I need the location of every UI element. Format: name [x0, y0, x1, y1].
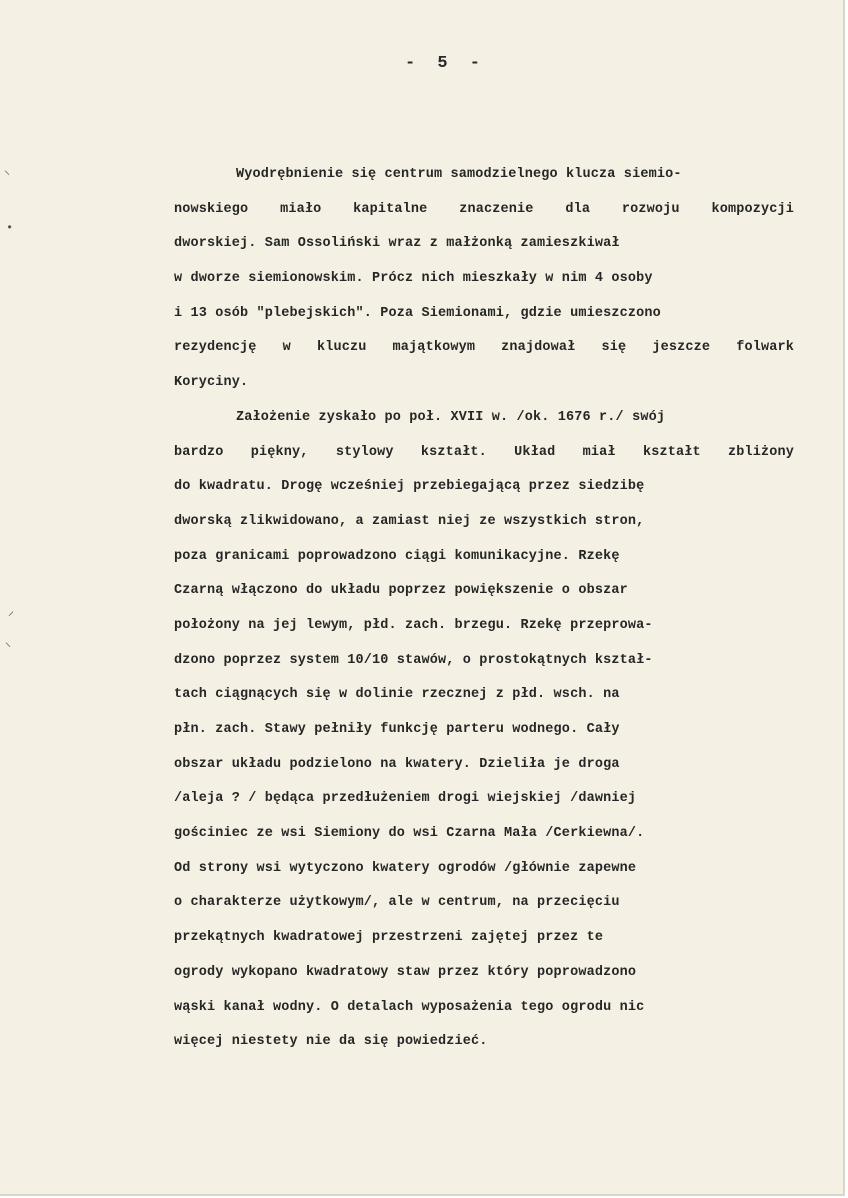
- text-line: Założenie zyskało po poł. XVII w. /ok. 1676 r./ swój: [236, 409, 666, 425]
- text-line: położony na jej lewym, płd. zach. brzegu. Rzekę przeprowa-: [174, 617, 653, 633]
- text-line: w dworze siemionowskim. Prócz nich mieszkały w nim 4 osoby: [174, 271, 653, 287]
- text-line: do kwadratu. Drogę wcześniej przebiegającą przez siedzibę: [174, 479, 645, 495]
- text-line: więcej niestety nie da się powiedzieć.: [174, 1034, 488, 1050]
- text-line: o charakterze użytkowym/, ale w centrum, na przecięciu: [174, 895, 620, 911]
- text-line: bardzo piękny, stylowy kształt. Układ miał kształt zbliżony: [174, 444, 794, 460]
- text-line: tach ciągnących się w dolinie rzecznej z płd. wsch. na: [174, 687, 620, 703]
- text-line: płn. zach. Stawy pełniły funkcję parteru wodnego. Cały: [174, 722, 620, 737]
- margin-mark: ⸌: [5, 641, 12, 655]
- body-text: [174, 165, 794, 1067]
- text-line: dworską zlikwidowano, a zamiast niej ze wszystkich stron,: [174, 513, 645, 529]
- text-line: dzono poprzez system 10/10 stawów, o prostokątnych kształ-: [174, 652, 653, 668]
- text-line: /aleja ? / będąca przedłużeniem drogi wiejskiej /dawniej: [174, 791, 637, 807]
- text-line: Koryciny.: [174, 375, 249, 391]
- text-line: rezydencję w kluczu majątkowym znajdował się jeszcze folwark: [174, 340, 794, 356]
- text-line: przekątnych kwadratowej przestrzeni zajętej przez te: [174, 930, 604, 946]
- text-line: obszar układu podzielono na kwatery. Dzieliła je droga: [174, 756, 620, 772]
- text-line: dworskiej. Sam Ossoliński wraz z małżonką zamieszkiwał: [174, 236, 620, 252]
- text-line: i 13 osób "plebejskich". Poza Siemionami, gdzie umieszczono: [174, 305, 661, 321]
- text-line: gościniec ze wsi Siemiony do wsi Czarna Mała /Cerkiewna/.: [174, 826, 645, 842]
- page-number: - 5 -: [404, 54, 486, 73]
- margin-mark: ⸍: [8, 610, 15, 624]
- text-line: nowskiego miało kapitalne znaczenie dla rozwoju kompozycji: [174, 201, 794, 217]
- margin-mark: •: [6, 221, 14, 235]
- margin-mark: ⸌: [4, 169, 11, 183]
- text-line: Od strony wsi wytyczono kwatery ogrodów /głównie zapewne: [174, 860, 637, 876]
- text-line: Czarną włączono do układu poprzez powiększenie o obszar: [174, 583, 628, 599]
- text-line: wąski kanał wodny. O detalach wyposażenia tego ogrodu nic: [174, 999, 645, 1015]
- text-line: ogrody wykopano kwadratowy staw przez który poprowadzono: [174, 964, 637, 980]
- text-line: poza granicami poprowadzono ciągi komunikacyjne. Rzekę: [174, 548, 620, 564]
- text-line: Wyodrębnienie się centrum samodzielnego klucza siemio-: [236, 167, 682, 182]
